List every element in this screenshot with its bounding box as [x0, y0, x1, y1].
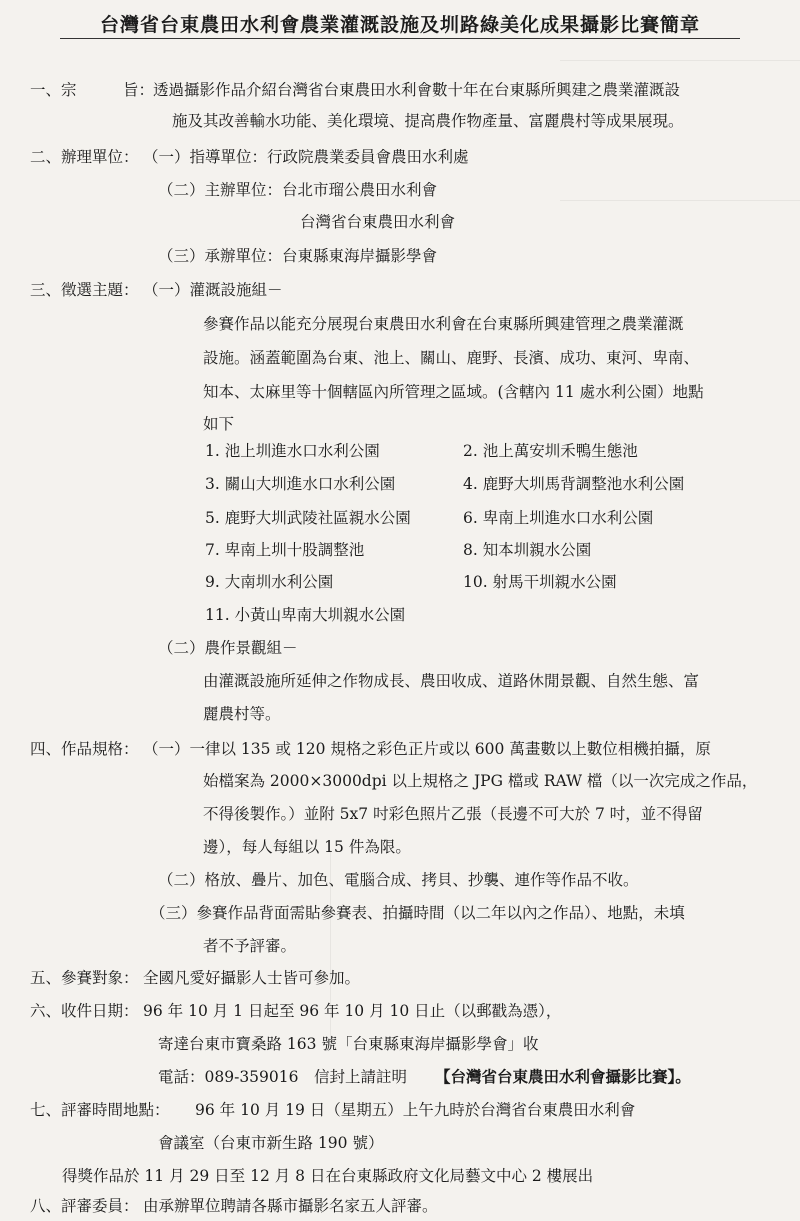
section-3-group-b: （二）農作景觀組－ — [158, 639, 298, 657]
list-item: 4. 鹿野大圳馬背調整池水利公園 — [463, 475, 685, 493]
section-2-item-c: （三）承辦單位：台東縣東海岸攝影學會 — [158, 247, 438, 265]
document-title: 台灣省台東農田水利會農業灌溉設施及圳路綠美化成果攝影比賽簡章 — [99, 14, 700, 36]
section-3-para-line-2: 設施。涵蓋範圍為台東、池上、關山、鹿野、長濱、成功、東河、卑南、 — [203, 349, 700, 367]
section-3-group-b-line-1: 由灌溉設施所延伸之作物成長、農田收成、道路休閒景觀、自然生態、富 — [203, 672, 700, 690]
list-item: 1. 池上圳進水口水利公園 — [205, 442, 380, 460]
section-1-line-1: 透過攝影作品介紹台灣省台東農田水利會數十年在台東縣所興建之農業灌溉設 — [153, 81, 681, 99]
section-8-label: 八、評審委員： — [30, 1197, 139, 1215]
section-7-line-2: 會議室（台東市新生路 190 號） — [158, 1134, 384, 1152]
section-1-label: 一、宗 旨： — [30, 81, 155, 99]
section-2-label: 二、辦理單位： — [30, 148, 139, 166]
section-7-exhibition: 得獎作品於 11 月 29 日至 12 月 8 日在台東縣政府文化局藝文中心 2 樓展出 — [62, 1167, 594, 1185]
section-4-item-c-line-1: （三）參賽作品背面需貼參賽表、拍攝時間（以二年以內之作品）、地點，未填 — [150, 904, 685, 922]
section-3-para-line-3: 知本、太麻里等十個轄區內所管理之區域。(含轄內 11 處水利公園）地點 — [203, 383, 704, 401]
section-7-line-1: 96 年 10 月 19 日（星期五）上午九時於台灣省台東農田水利會 — [195, 1101, 636, 1119]
list-item: 8. 知本圳親水公園 — [463, 541, 592, 559]
section-8-text: 由承辦單位聘請各縣市攝影名家五人評審。 — [143, 1197, 438, 1215]
section-5-label: 五、參賽對象： — [30, 969, 139, 987]
section-4-item-a-line-3: 不得後製作。）並附 5x7 吋彩色照片乙張（長邊不可大於 7 吋，並不得留 — [203, 805, 703, 823]
section-7-label: 七、評審時間地點： — [30, 1101, 170, 1119]
section-3-para-line-4: 如下 — [203, 415, 235, 433]
section-4-item-b: （二）格放、疊片、加色、電腦合成、拷貝、抄襲、連作等作品不收。 — [158, 871, 639, 889]
section-4-item-a-line-2: 始檔案為 2000×3000dpi 以上規格之 JPG 檔或 RAW 檔（以一次完成之作品， — [203, 772, 758, 790]
section-5-text: 全國凡愛好攝影人士皆可參加。 — [143, 969, 361, 987]
list-item: 2. 池上萬安圳禾鴨生態池 — [463, 442, 638, 460]
section-6-line-2: 寄達台東市寶桑路 163 號「台東縣東海岸攝影學會」收 — [158, 1035, 539, 1053]
section-4-item-a-line-1: （一）一律以 135 或 120 規格之彩色正片或以 600 萬畫數以上數位相機拍攝，原 — [143, 740, 711, 758]
section-3-group-a: （一）灌溉設施組－ — [143, 281, 283, 299]
list-item: 5. 鹿野大圳武陵社區親水公園 — [205, 509, 411, 527]
section-1-line-2: 施及其改善輸水功能、美化環境、提高農作物產量、富麗農村等成果展現。 — [172, 112, 684, 130]
section-3-label: 三、徵選主題： — [30, 281, 139, 299]
title-underline — [60, 38, 740, 39]
section-4-item-a-line-4: 邊），每人每組以 15 件為限。 — [203, 838, 411, 856]
section-2-item-b-2: 台灣省台東農田水利會 — [300, 213, 456, 231]
list-item: 7. 卑南上圳十股調整池 — [205, 541, 365, 559]
section-4-label: 四、作品規格： — [30, 740, 139, 758]
list-item: 3. 關山大圳進水口水利公園 — [205, 475, 396, 493]
list-item: 11. 小黃山卑南大圳親水公園 — [205, 606, 406, 624]
list-item: 10. 射馬干圳親水公園 — [463, 573, 617, 591]
section-6-line-1: 96 年 10 月 1 日起至 96 年 10 月 10 日止（以郵戳為憑）， — [143, 1002, 562, 1020]
section-6-label: 六、收件日期： — [30, 1002, 139, 1020]
section-2-item-a: （一）指導單位：行政院農業委員會農田水利處 — [143, 148, 469, 166]
bleed-line — [560, 200, 800, 201]
list-item: 6. 卑南上圳進水口水利公園 — [463, 509, 654, 527]
list-item: 9. 大南圳水利公園 — [205, 573, 334, 591]
section-4-item-c-line-2: 者不予評審。 — [203, 937, 297, 955]
section-3-group-b-line-2: 麗農村等。 — [203, 705, 281, 723]
section-6-phone: 電話：089-359016 信封上請註明 — [158, 1068, 407, 1086]
section-6-envelope-note: 【台灣省台東農田水利會攝影比賽】。 — [435, 1067, 691, 1086]
section-2-item-b: （二）主辦單位：台北市瑠公農田水利會 — [158, 181, 438, 199]
bleed-line — [560, 60, 800, 61]
section-3-para-line-1: 參賽作品以能充分展現台東農田水利會在台東縣所興建管理之農業灌溉 — [203, 315, 684, 333]
